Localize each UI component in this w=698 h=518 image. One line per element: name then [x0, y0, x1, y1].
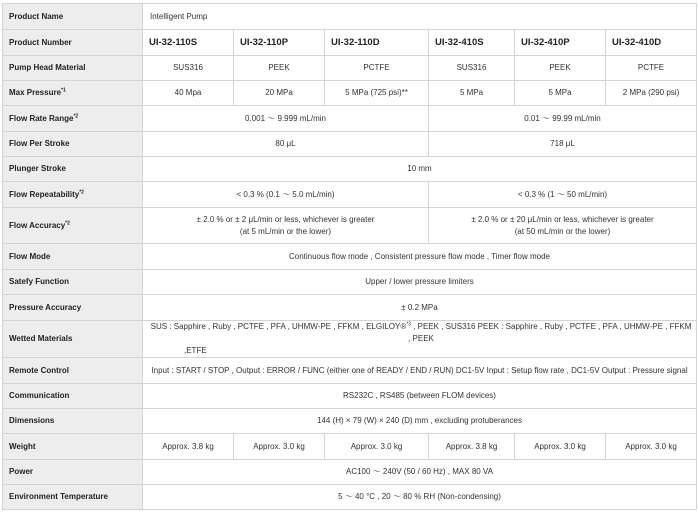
row-flow-repeatability	[3, 182, 697, 208]
value-cell: PCTFE	[606, 56, 697, 81]
value-cell: ± 0.2 MPa	[143, 295, 697, 321]
text-line: ± 2.0 % or ± 20 μL/min or less, whichever is greater	[471, 214, 654, 224]
footnote-marker: *2	[65, 219, 70, 226]
label-flow-repeatability	[3, 182, 143, 208]
row-product-number	[3, 30, 697, 56]
text-line: (at 5 mL/min or the lower)	[239, 226, 332, 236]
value-cell: < 0.3 % (0.1 ～ 5.0 mL/min)	[143, 182, 429, 208]
model-cell: UI-32-110S	[143, 30, 234, 56]
value-cell: 144 (H) × 79 (W) × 240 (D) mm , excluding protuberances	[143, 409, 697, 434]
spec-table	[2, 3, 697, 510]
value-cell: Approx. 3.0 kg	[606, 434, 697, 460]
row-communication	[3, 384, 697, 409]
row-wetted-materials	[3, 321, 697, 358]
label-wetted-materials: Wetted Materials	[3, 321, 143, 358]
value-cell: PCTFE	[325, 56, 429, 81]
row-environment-temperature	[3, 485, 697, 510]
model-cell: UI-32-410S	[429, 30, 515, 56]
label-remote-control: Remote Control	[3, 358, 143, 384]
value-cell: 10 mm	[143, 157, 697, 182]
model-cell: UI-32-410D	[606, 30, 697, 56]
label-pump-head-material: Pump Head Material	[3, 56, 143, 81]
value-cell: 5 ～ 40 °C , 20 ～ 80 % RH (Non-condensing)	[143, 485, 697, 510]
label-text: Max Pressure	[9, 88, 62, 97]
row-dimensions	[3, 409, 697, 434]
value-cell: SUS316	[143, 56, 234, 81]
text-part: SUS : Sapphire , Ruby , PCTFE , PFA , UHMW-PE , FFKM , ELGILOY®	[150, 322, 407, 331]
value-cell: 40 Mpa	[143, 81, 234, 106]
row-power	[3, 460, 697, 485]
label-text: Flow Repeatability	[9, 189, 80, 199]
footnote-marker: *2	[79, 188, 84, 195]
value-cell: Approx. 3.0 kg	[515, 434, 606, 460]
footnote-marker: *2	[73, 112, 79, 119]
label-safety-function: Satefy Function	[3, 270, 143, 295]
text-line: (at 50 mL/min or the lower)	[514, 226, 611, 236]
label-environment-temperature: Environment Temperature	[3, 485, 143, 510]
value-product-name: Intelligent Pump	[143, 4, 697, 30]
row-product-name	[3, 4, 697, 30]
label-weight: Weight	[3, 434, 143, 460]
value-cell: Approx. 3.8 kg	[429, 434, 515, 460]
value-cell: 718 μL	[429, 132, 697, 157]
model-cell: UI-32-110P	[234, 30, 325, 56]
row-max-pressure	[3, 81, 697, 106]
text-line: ± 2.0 % or ± 2 μL/min or less, whichever is greater	[196, 214, 375, 224]
value-cell: 5 MPa (725 psi)**	[325, 81, 429, 106]
label-text: Flow Accuracy	[9, 220, 66, 230]
row-plunger-stroke	[3, 157, 697, 182]
label-flow-rate-range	[3, 106, 143, 132]
value-cell: 80 μL	[143, 132, 429, 157]
value-cell: Input : START / STOP , Output : ERROR / FUNC (either one of READY / END / RUN) DC1-5V Input : Setup flow rate , DC1-5V Output : Pressure signal	[143, 358, 697, 384]
value-cell: 0.001 ～ 9.999 mL/min	[143, 106, 429, 132]
value-cell: Approx. 3.0 kg	[325, 434, 429, 460]
label-flow-per-stroke: Flow Per Stroke	[3, 132, 143, 157]
value-cell: Continuous flow mode , Consistent pressure flow mode , Timer flow mode	[143, 244, 697, 270]
value-cell	[429, 208, 697, 244]
value-cell: RS232C , RS485 (between FLOM devices)	[143, 384, 697, 409]
label-flow-accuracy	[3, 208, 143, 244]
model-cell: UI-32-110D	[325, 30, 429, 56]
footnote-marker: *1	[61, 87, 66, 94]
value-cell: Approx. 3.8 kg	[143, 434, 234, 460]
footnote-marker: *3	[406, 321, 411, 328]
value-cell: SUS316	[429, 56, 515, 81]
value-cell: < 0.3 % (1 ～ 50 mL/min)	[429, 182, 697, 208]
row-safety-function	[3, 270, 697, 295]
label-product-name: Product Name	[3, 4, 143, 30]
row-remote-control	[3, 358, 697, 384]
value-cell: PEEK	[234, 56, 325, 81]
label-pressure-accuracy: Pressure Accuracy	[3, 295, 143, 321]
row-flow-mode	[3, 244, 697, 270]
row-pressure-accuracy	[3, 295, 697, 321]
label-power: Power	[3, 460, 143, 485]
value-cell: 5 MPa	[429, 81, 515, 106]
row-weight	[3, 434, 697, 460]
row-flow-per-stroke	[3, 132, 697, 157]
label-flow-mode: Flow Mode	[3, 244, 143, 270]
value-cell	[143, 321, 697, 358]
label-max-pressure	[3, 81, 143, 106]
value-cell	[143, 208, 429, 244]
value-cell: 5 MPa	[515, 81, 606, 106]
model-cell: UI-32-410P	[515, 30, 606, 56]
label-dimensions: Dimensions	[3, 409, 143, 434]
row-flow-rate-range	[3, 106, 697, 132]
value-cell: 20 MPa	[234, 81, 325, 106]
label-plunger-stroke: Plunger Stroke	[3, 157, 143, 182]
value-cell: Approx. 3.0 kg	[234, 434, 325, 460]
text-part: , PEEK , SUS316 PEEK : Sapphire , Ruby , PCTFE , PFA , UHMW-PE , FFKM , PEEK	[408, 322, 692, 343]
text-line: ,ETFE	[184, 346, 207, 355]
label-text: Flow Rate Range	[9, 113, 74, 123]
value-cell: 0.01 ～ 99.99 mL/min	[429, 106, 697, 132]
row-flow-accuracy	[3, 208, 697, 244]
value-cell: PEEK	[515, 56, 606, 81]
value-cell: 2 MPa (290 psi)	[606, 81, 697, 106]
value-cell: AC100 ～ 240V (50 / 60 Hz) , MAX 80 VA	[143, 460, 697, 485]
label-communication: Communication	[3, 384, 143, 409]
value-cell: Upper / lower pressure limiters	[143, 270, 697, 295]
row-pump-head-material	[3, 56, 697, 81]
text-line	[150, 321, 692, 345]
label-product-number: Product Number	[3, 30, 143, 56]
